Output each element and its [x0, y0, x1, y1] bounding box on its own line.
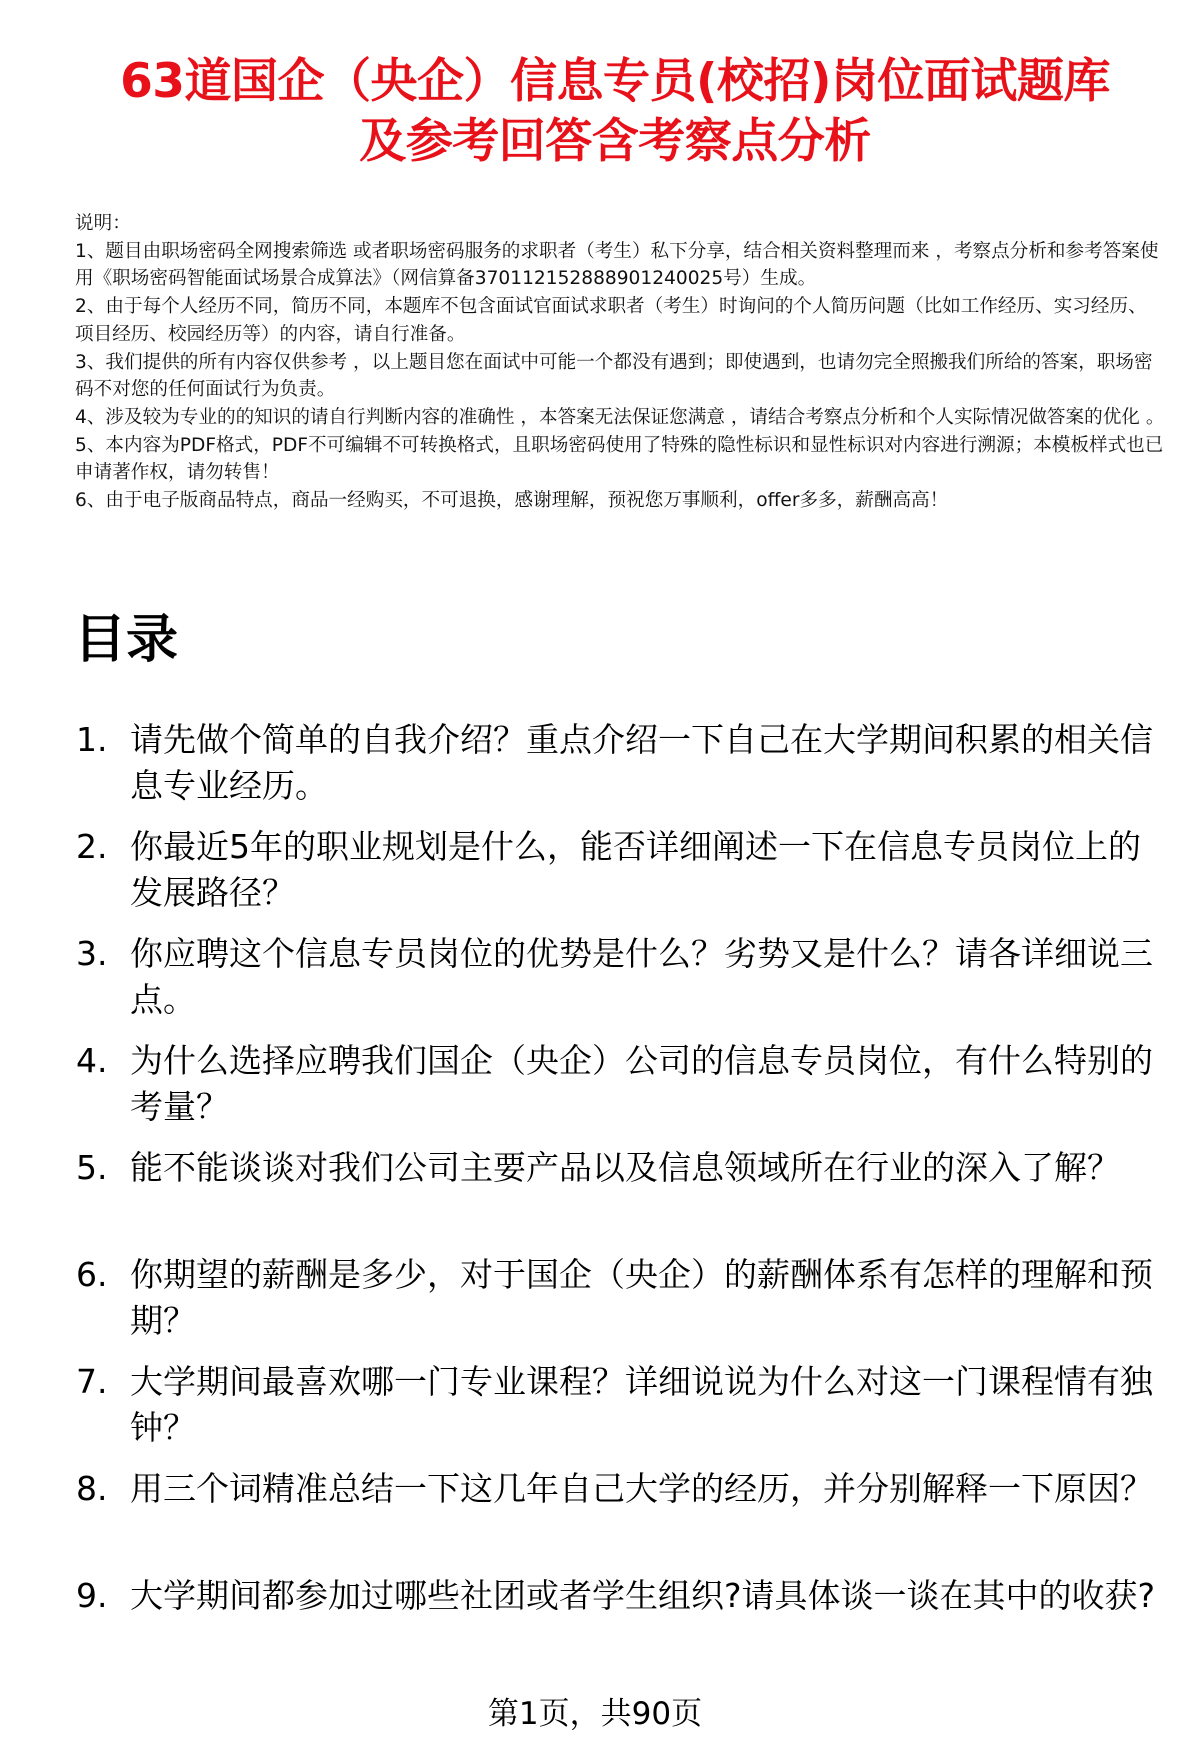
toc-item-text: 为什么选择应聘我们国企（央企）公司的信息专员岗位，有什么特别的考量？	[130, 1041, 1153, 1126]
toc-item-number: 9.	[76, 1576, 108, 1615]
note-item-4: 4、涉及较为专业的的知识的请自行判断内容的准确性 ，本答案无法保证您满意 ，请结合考察点分析和个人实际情况做答案的优化 。	[75, 406, 1165, 428]
toc-item-number: 6.	[76, 1255, 108, 1294]
toc-item-text: 请先做个简单的自我介绍？重点介绍一下自己在大学期间积累的相关信息专业经历。	[130, 720, 1153, 805]
toc-item-text: 大学期间最喜欢哪一门专业课程？详细说说为什么对这一门课程情有独钟？	[130, 1362, 1153, 1447]
page-title	[60, 52, 1170, 172]
note-item-3: 3、我们提供的所有内容仅供参考 ，以上题目您在面试中可能一个都没有遇到；即使遇到，也请勿完全照搬我们所给的答案，职场密码不对您的任何面试行为负责。	[75, 351, 1153, 401]
toc-item-number: 1.	[76, 720, 108, 759]
toc-list	[76, 717, 1171, 1680]
title-line-2: 及参考回答含考察点分析	[359, 114, 871, 169]
toc-item-number: 5.	[76, 1148, 108, 1187]
note-item-1: 1、题目由职场密码全网搜索筛选 或者职场密码服务的求职者（考生）私下分享，结合相关资料整理而来 ，考察点分析和参考答案使用《职场密码智能面试场景合成算法》（网信算备370112152888901240025号）生成。	[75, 240, 1159, 290]
toc-item[interactable]	[76, 1145, 1171, 1237]
page-number: 第1页，共90页	[487, 1696, 703, 1732]
toc-item-number: 3.	[76, 934, 108, 973]
toc-item[interactable]	[76, 931, 1171, 1023]
toc-item[interactable]	[76, 717, 1171, 809]
title-line-1: 63道国企（央企）信息专员(校招)岗位面试题库	[120, 54, 1110, 109]
notes-heading: 说明：	[75, 213, 131, 234]
note-item-2: 2、由于每个人经历不同，简历不同，本题库不包含面试官面试求职者（考生）时询问的个人简历问题（比如工作经历、实习经历、项目经历、校园经历等）的内容，请自行准备。	[75, 296, 1147, 345]
toc-item[interactable]	[76, 1359, 1171, 1451]
toc-item-text: 你期望的薪酬是多少，对于国企（央企）的薪酬体系有怎样的理解和预期？	[130, 1255, 1153, 1340]
note-item-5: 5、本内容为PDF格式，PDF不可编辑不可转换格式，且职场密码使用了特殊的隐性标识和显性标识对内容进行溯源；本模板样式也已申请著作权，请勿转售！	[75, 434, 1164, 484]
toc-item-text: 你最近5年的职业规划是什么，能否详细阐述一下在信息专员岗位上的发展路径？	[130, 827, 1141, 912]
toc-item-number: 8.	[76, 1469, 108, 1508]
toc-item[interactable]	[76, 1573, 1171, 1665]
toc-item[interactable]	[76, 1038, 1171, 1130]
toc-item-text: 大学期间都参加过哪些社团或者学生组织?请具体谈一谈在其中的收获?	[130, 1576, 1156, 1615]
toc-item[interactable]	[76, 1466, 1171, 1558]
toc-item-text: 用三个词精准总结一下这几年自己大学的经历，并分别解释一下原因？	[130, 1469, 1153, 1508]
toc-item-number: 4.	[76, 1041, 108, 1080]
toc-item-number: 7.	[76, 1362, 108, 1401]
toc-item[interactable]	[76, 1252, 1171, 1344]
note-item-6: 6、由于电子版商品特点，商品一经购买，不可退换，感谢理解，预祝您万事顺利，offer多多，薪酬高高！	[75, 490, 949, 512]
toc-heading: 目录	[74, 610, 179, 670]
toc-item-number: 2.	[76, 827, 108, 866]
notes-section	[75, 210, 1165, 515]
toc-item-text: 能不能谈谈对我们公司主要产品以及信息领域所在行业的深入了解？	[130, 1148, 1120, 1187]
toc-item[interactable]	[76, 824, 1171, 916]
toc-item-text: 你应聘这个信息专员岗位的优势是什么？劣势又是什么？请各详细说三点。	[130, 934, 1153, 1019]
